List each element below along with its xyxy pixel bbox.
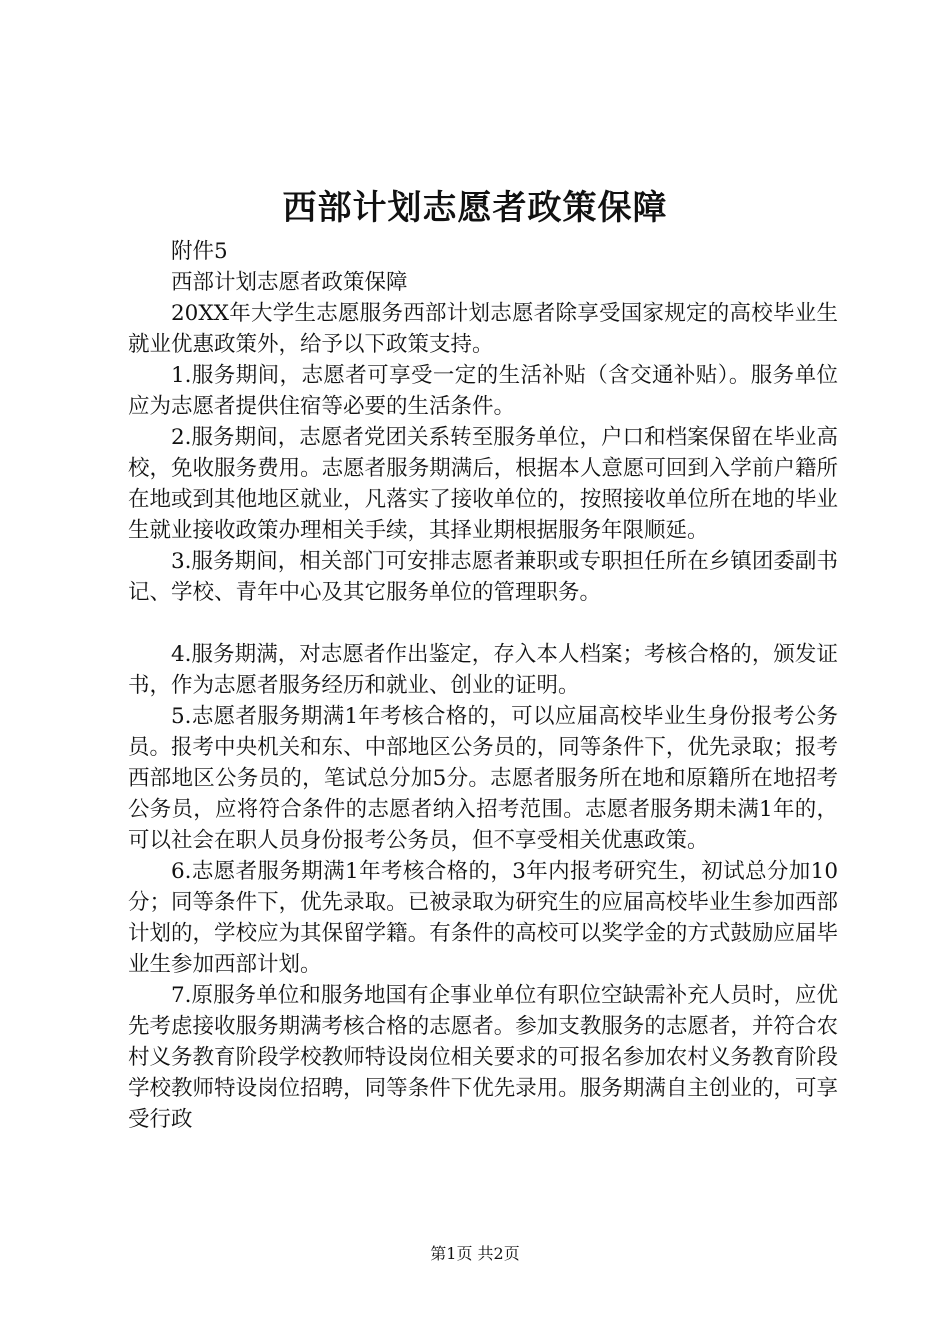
policy-item-5: 5.志愿者服务期满1年考核合格的，可以应届高校毕业生身份报考公务员。报考中央机关和东、中部地区公务员的，同等条件下，优先录取；报考西部地区公务员的，笔试总分加5分。志愿者服务所在地和原籍所在地招考公务员，应将符合条件的志愿者纳入招考范围。志愿者服务期未满1年的，可以社会在职人员身份报考公务员，但不享受相关优惠政策。 xyxy=(128,704,838,853)
policy-item-4: 4.服务期满，对志愿者作出鉴定，存入本人档案；考核合格的，颁发证书，作为志愿者服务经历和就业、创业的证明。 xyxy=(128,642,838,698)
policy-item-7: 7.原服务单位和服务地国有企事业单位有职位空缺需补充人员时，应优先考虑接收服务期满考核合格的志愿者。参加支教服务的志愿者，并符合农村义务教育阶段学校教师特设岗位相关要求的可报名参加农村义务教育阶段学校教师特设岗位招聘，同等条件下优先录用。服务期满自主创业的，可享受行政 xyxy=(128,983,838,1132)
document-title: 西部计划志愿者政策保障 xyxy=(282,188,668,228)
page-number-footer: 第1页 共2页 xyxy=(430,1244,520,1263)
section-heading: 西部计划志愿者政策保障 xyxy=(171,270,408,295)
attachment-label: 附件5 xyxy=(171,239,228,264)
document-body xyxy=(128,236,838,1135)
policy-item-2: 2.服务期间，志愿者党团关系转至服务单位，户口和档案保留在毕业高校，免收服务费用。志愿者服务期满后，根据本人意愿可回到入学前户籍所在地或到其他地区就业，凡落实了接收单位的，按照接收单位所在地的毕业生就业接收政策办理相关手续，其择业期根据服务年限顺延。 xyxy=(128,425,838,543)
policy-item-6: 6.志愿者服务期满1年考核合格的，3年内报考研究生，初试总分加10分；同等条件下，优先录取。已被录取为研究生的应届高校毕业生参加西部计划的，学校应为其保留学籍。有条件的高校可以奖学金的方式鼓励应届毕业生参加西部计划。 xyxy=(128,859,838,977)
policy-item-1: 1.服务期间，志愿者可享受一定的生活补贴（含交通补贴）。服务单位应为志愿者提供住宿等必要的生活条件。 xyxy=(128,363,838,419)
policy-item-3: 3.服务期间，相关部门可安排志愿者兼职或专职担任所在乡镇团委副书记、学校、青年中心及其它服务单位的管理职务。 xyxy=(128,549,838,605)
intro-paragraph: 20XX年大学生志愿服务西部计划志愿者除享受国家规定的高校毕业生就业优惠政策外，给予以下政策支持。 xyxy=(128,301,838,357)
paragraph-spacer xyxy=(128,608,838,639)
